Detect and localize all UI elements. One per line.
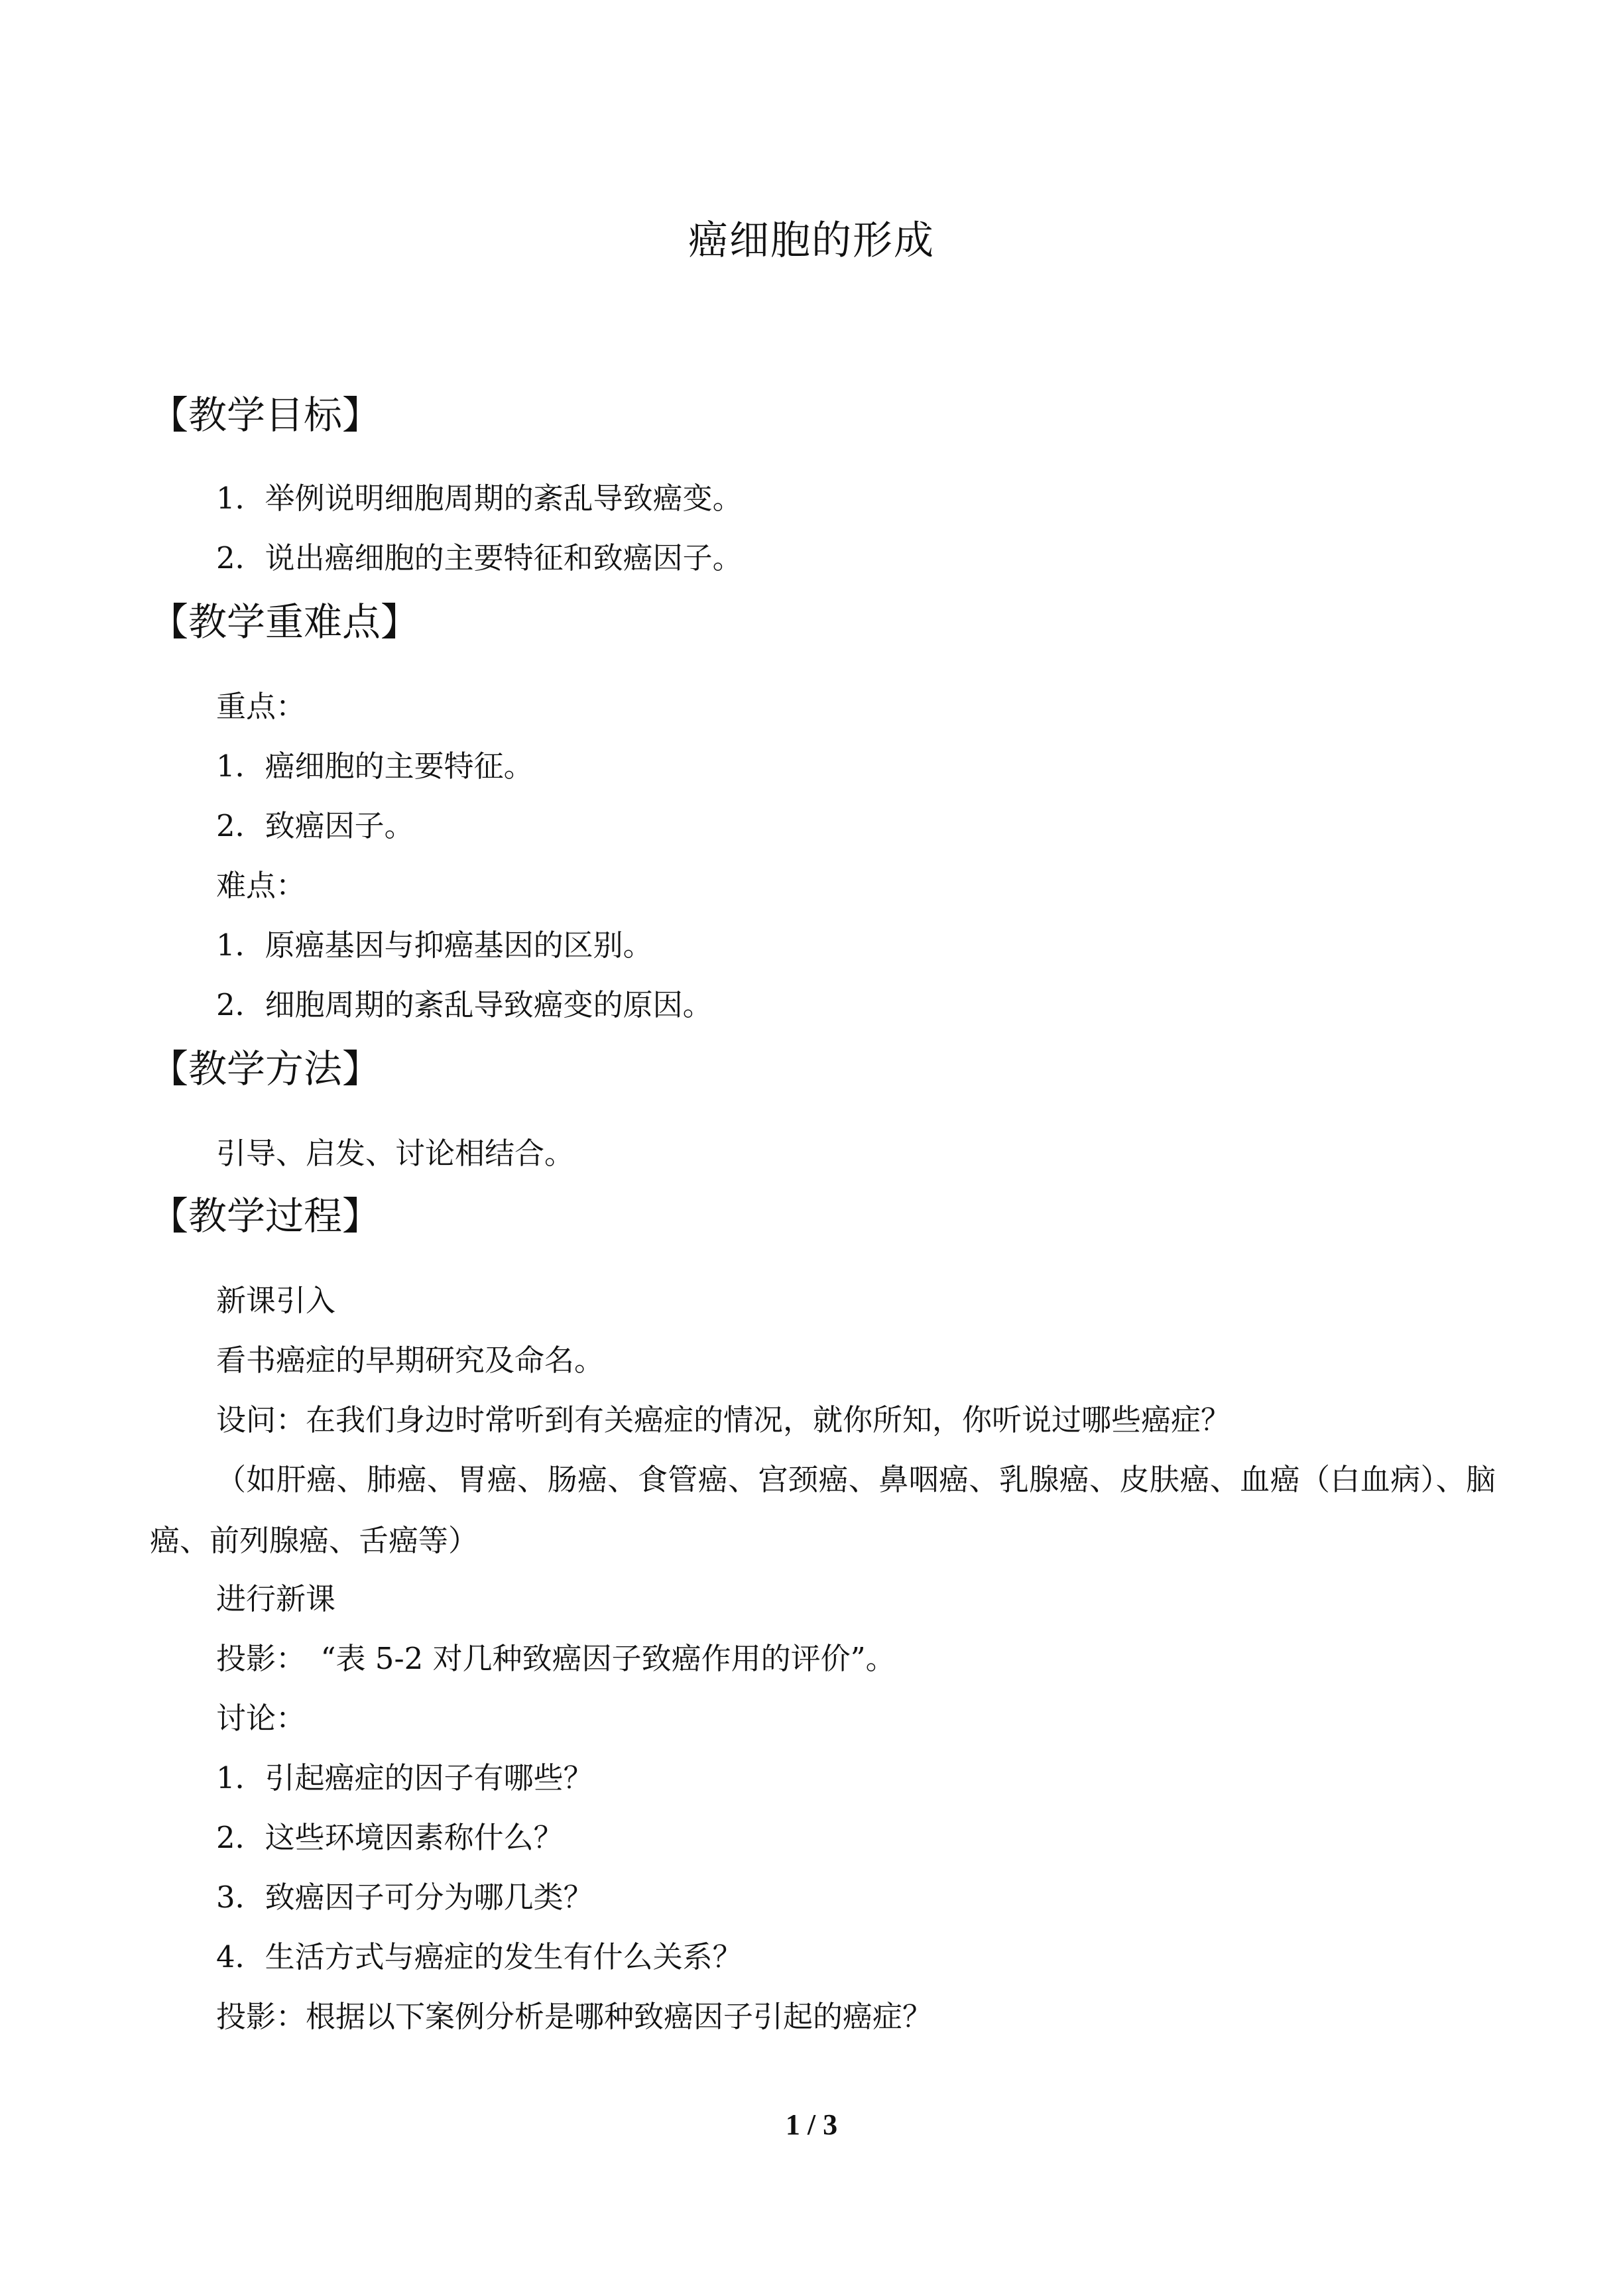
section-heading-objectives: 【教学目标】 — [150, 393, 381, 438]
section-heading-process: 【教学过程】 — [150, 1193, 381, 1239]
page-title: 癌细胞的形成 — [688, 217, 935, 264]
methods-text: 引导、启发、讨论相结合。 — [216, 1136, 575, 1171]
difficulty-label: 难点： — [216, 868, 306, 903]
new-lesson-label: 进行新课 — [216, 1581, 336, 1616]
objective-item: 1．举例说明细胞周期的紊乱导致癌变。 — [216, 481, 743, 516]
intro-text: 看书癌症的早期研究及命名。 — [216, 1343, 605, 1378]
focus-label: 重点： — [216, 689, 306, 724]
answer-paragraph: （如肝癌、肺癌、胃癌、肠癌、食管癌、宫颈癌、鼻咽癌、乳腺癌、皮肤癌、血癌（白血病）、脑癌、前列腺癌、舌癌等） — [150, 1462, 1496, 1558]
focus-item: 1．癌细胞的主要特征。 — [216, 749, 534, 784]
focus-item: 2．致癌因子。 — [216, 808, 414, 843]
difficulty-item: 1．原癌基因与抑癌基因的区别。 — [216, 928, 653, 963]
discussion-item: 4．生活方式与癌症的发生有什么关系？ — [216, 1939, 743, 1974]
projection-text: 投影：根据以下案例分析是哪种致癌因子引起的癌症？ — [216, 1999, 933, 2034]
discussion-item: 2．这些环境因素称什么？ — [216, 1820, 564, 1855]
question-text: 设问：在我们身边时常听到有关癌症的情况，就你所知，你听说过哪些癌症？ — [216, 1402, 1231, 1437]
intro-label: 新课引入 — [216, 1283, 336, 1318]
discussion-label: 讨论： — [216, 1701, 306, 1736]
difficulty-item: 2．细胞周期的紊乱导致癌变的原因。 — [216, 987, 713, 1022]
discussion-item: 1．引起癌症的因子有哪些？ — [216, 1760, 593, 1795]
section-heading-key-points: 【教学重难点】 — [150, 599, 420, 644]
projection-text: 投影： “表 5-2 对几种致癌因子致癌作用的评价”。 — [216, 1641, 896, 1676]
page-number: 1 / 3 — [785, 2108, 838, 2141]
objective-item: 2．说出癌细胞的主要特征和致癌因子。 — [216, 540, 743, 575]
section-heading-methods: 【教学方法】 — [150, 1046, 381, 1091]
discussion-item: 3．致癌因子可分为哪几类？ — [216, 1880, 593, 1915]
